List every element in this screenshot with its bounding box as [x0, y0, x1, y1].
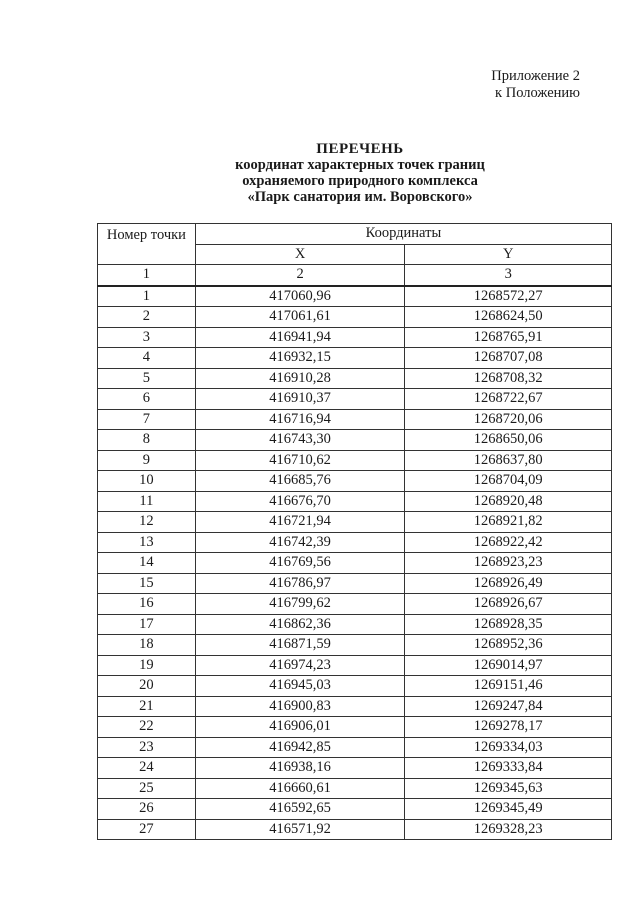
table-row	[98, 737, 612, 758]
y-coordinate-cell: 1269345,49	[405, 799, 612, 820]
y-coordinate-cell: 1268926,67	[405, 594, 612, 615]
y-coordinate-cell: 1268707,08	[405, 348, 612, 369]
point-number-cell: 26	[98, 799, 196, 820]
x-coordinate-cell: 416906,01	[195, 717, 405, 738]
x-coordinate-cell: 416660,61	[195, 778, 405, 799]
point-number-cell: 23	[98, 737, 196, 758]
x-coordinate-cell: 416871,59	[195, 635, 405, 656]
x-coordinate-cell: 416685,76	[195, 471, 405, 492]
y-coordinate-cell: 1268572,27	[405, 286, 612, 307]
x-coordinate-cell: 417061,61	[195, 307, 405, 328]
y-coordinate-cell: 1269247,84	[405, 696, 612, 717]
table-row	[98, 778, 612, 799]
table-row	[98, 512, 612, 533]
y-coordinate-cell: 1268928,35	[405, 614, 612, 635]
point-number-cell: 24	[98, 758, 196, 779]
point-number-cell: 2	[98, 307, 196, 328]
table-row	[98, 676, 612, 697]
annex-line-2: к Положению	[495, 85, 580, 101]
y-coordinate-cell: 1269328,23	[405, 819, 612, 840]
table-row	[98, 430, 612, 451]
title-line-2: охраняемого природного комплекса	[242, 173, 478, 189]
point-number-cell: 21	[98, 696, 196, 717]
point-number-cell: 27	[98, 819, 196, 840]
x-coordinate-cell: 416571,92	[195, 819, 405, 840]
point-number-cell: 25	[98, 778, 196, 799]
y-coordinate-cell: 1268922,42	[405, 532, 612, 553]
point-number-cell: 20	[98, 676, 196, 697]
x-coordinate-cell: 416742,39	[195, 532, 405, 553]
y-coordinate-cell: 1268650,06	[405, 430, 612, 451]
table-row	[98, 758, 612, 779]
y-coordinate-cell: 1269278,17	[405, 717, 612, 738]
header-y: Y	[405, 244, 612, 265]
point-number-cell: 19	[98, 655, 196, 676]
table-row	[98, 450, 612, 471]
x-coordinate-cell: 416721,94	[195, 512, 405, 533]
table-row	[98, 655, 612, 676]
column-number-2: 2	[195, 265, 405, 286]
x-coordinate-cell: 416942,85	[195, 737, 405, 758]
y-coordinate-cell: 1268765,91	[405, 327, 612, 348]
table-row	[98, 799, 612, 820]
x-coordinate-cell: 416676,70	[195, 491, 405, 512]
y-coordinate-cell: 1268926,49	[405, 573, 612, 594]
x-coordinate-cell: 416932,15	[195, 348, 405, 369]
table-row	[98, 327, 612, 348]
title-line-3: «Парк санатория им. Воровского»	[247, 189, 473, 205]
y-coordinate-cell: 1269334,03	[405, 737, 612, 758]
annex-reference	[456, 68, 580, 102]
table-row	[98, 819, 612, 840]
x-coordinate-cell: 416799,62	[195, 594, 405, 615]
point-number-cell: 16	[98, 594, 196, 615]
header-x: X	[195, 244, 405, 265]
y-coordinate-cell: 1268624,50	[405, 307, 612, 328]
x-coordinate-cell: 416743,30	[195, 430, 405, 451]
x-coordinate-cell: 416592,65	[195, 799, 405, 820]
table-row	[98, 553, 612, 574]
column-number-3: 3	[405, 265, 612, 286]
header-coordinates: Координаты	[195, 224, 611, 245]
point-number-cell: 1	[98, 286, 196, 307]
table-body	[98, 286, 612, 840]
table-row	[98, 491, 612, 512]
document-title	[200, 141, 520, 205]
point-number-cell: 10	[98, 471, 196, 492]
y-coordinate-cell: 1268720,06	[405, 409, 612, 430]
y-coordinate-cell: 1269014,97	[405, 655, 612, 676]
y-coordinate-cell: 1268923,23	[405, 553, 612, 574]
y-coordinate-cell: 1268637,80	[405, 450, 612, 471]
y-coordinate-cell: 1268704,09	[405, 471, 612, 492]
x-coordinate-cell: 416974,23	[195, 655, 405, 676]
x-coordinate-cell: 416945,03	[195, 676, 405, 697]
table-row	[98, 614, 612, 635]
point-number-cell: 7	[98, 409, 196, 430]
table-row	[98, 532, 612, 553]
x-coordinate-cell: 416900,83	[195, 696, 405, 717]
point-number-cell: 9	[98, 450, 196, 471]
y-coordinate-cell: 1268708,32	[405, 368, 612, 389]
point-number-cell: 18	[98, 635, 196, 656]
x-coordinate-cell: 416862,36	[195, 614, 405, 635]
annex-line-1: Приложение 2	[491, 68, 580, 84]
column-number-1: 1	[98, 265, 196, 286]
y-coordinate-cell: 1269151,46	[405, 676, 612, 697]
table-row	[98, 409, 612, 430]
point-number-cell: 13	[98, 532, 196, 553]
table-row	[98, 286, 612, 307]
x-coordinate-cell: 416786,97	[195, 573, 405, 594]
point-number-cell: 8	[98, 430, 196, 451]
x-coordinate-cell: 416716,94	[195, 409, 405, 430]
y-coordinate-cell: 1268952,36	[405, 635, 612, 656]
point-number-cell: 5	[98, 368, 196, 389]
x-coordinate-cell: 416710,62	[195, 450, 405, 471]
x-coordinate-cell: 416938,16	[195, 758, 405, 779]
header-point-number: Номер точки	[98, 224, 196, 265]
y-coordinate-cell: 1268920,48	[405, 491, 612, 512]
table-row	[98, 594, 612, 615]
x-coordinate-cell: 417060,96	[195, 286, 405, 307]
table-row	[98, 348, 612, 369]
table-row	[98, 573, 612, 594]
coordinates-table	[97, 223, 612, 840]
table-row	[98, 307, 612, 328]
x-coordinate-cell: 416910,37	[195, 389, 405, 410]
point-number-cell: 14	[98, 553, 196, 574]
point-number-cell: 3	[98, 327, 196, 348]
point-number-cell: 12	[98, 512, 196, 533]
title-heading: ПЕРЕЧЕНЬ	[316, 141, 404, 157]
point-number-cell: 6	[98, 389, 196, 410]
point-number-cell: 22	[98, 717, 196, 738]
point-number-cell: 17	[98, 614, 196, 635]
point-number-cell: 11	[98, 491, 196, 512]
table-row	[98, 368, 612, 389]
x-coordinate-cell: 416769,56	[195, 553, 405, 574]
table-row	[98, 471, 612, 492]
title-line-1: координат характерных точек границ	[235, 157, 485, 173]
table-row	[98, 389, 612, 410]
point-number-cell: 15	[98, 573, 196, 594]
y-coordinate-cell: 1268722,67	[405, 389, 612, 410]
point-number-cell: 4	[98, 348, 196, 369]
y-coordinate-cell: 1269333,84	[405, 758, 612, 779]
y-coordinate-cell: 1269345,63	[405, 778, 612, 799]
x-coordinate-cell: 416941,94	[195, 327, 405, 348]
y-coordinate-cell: 1268921,82	[405, 512, 612, 533]
table-row	[98, 717, 612, 738]
x-coordinate-cell: 416910,28	[195, 368, 405, 389]
table-row	[98, 635, 612, 656]
table-row	[98, 696, 612, 717]
